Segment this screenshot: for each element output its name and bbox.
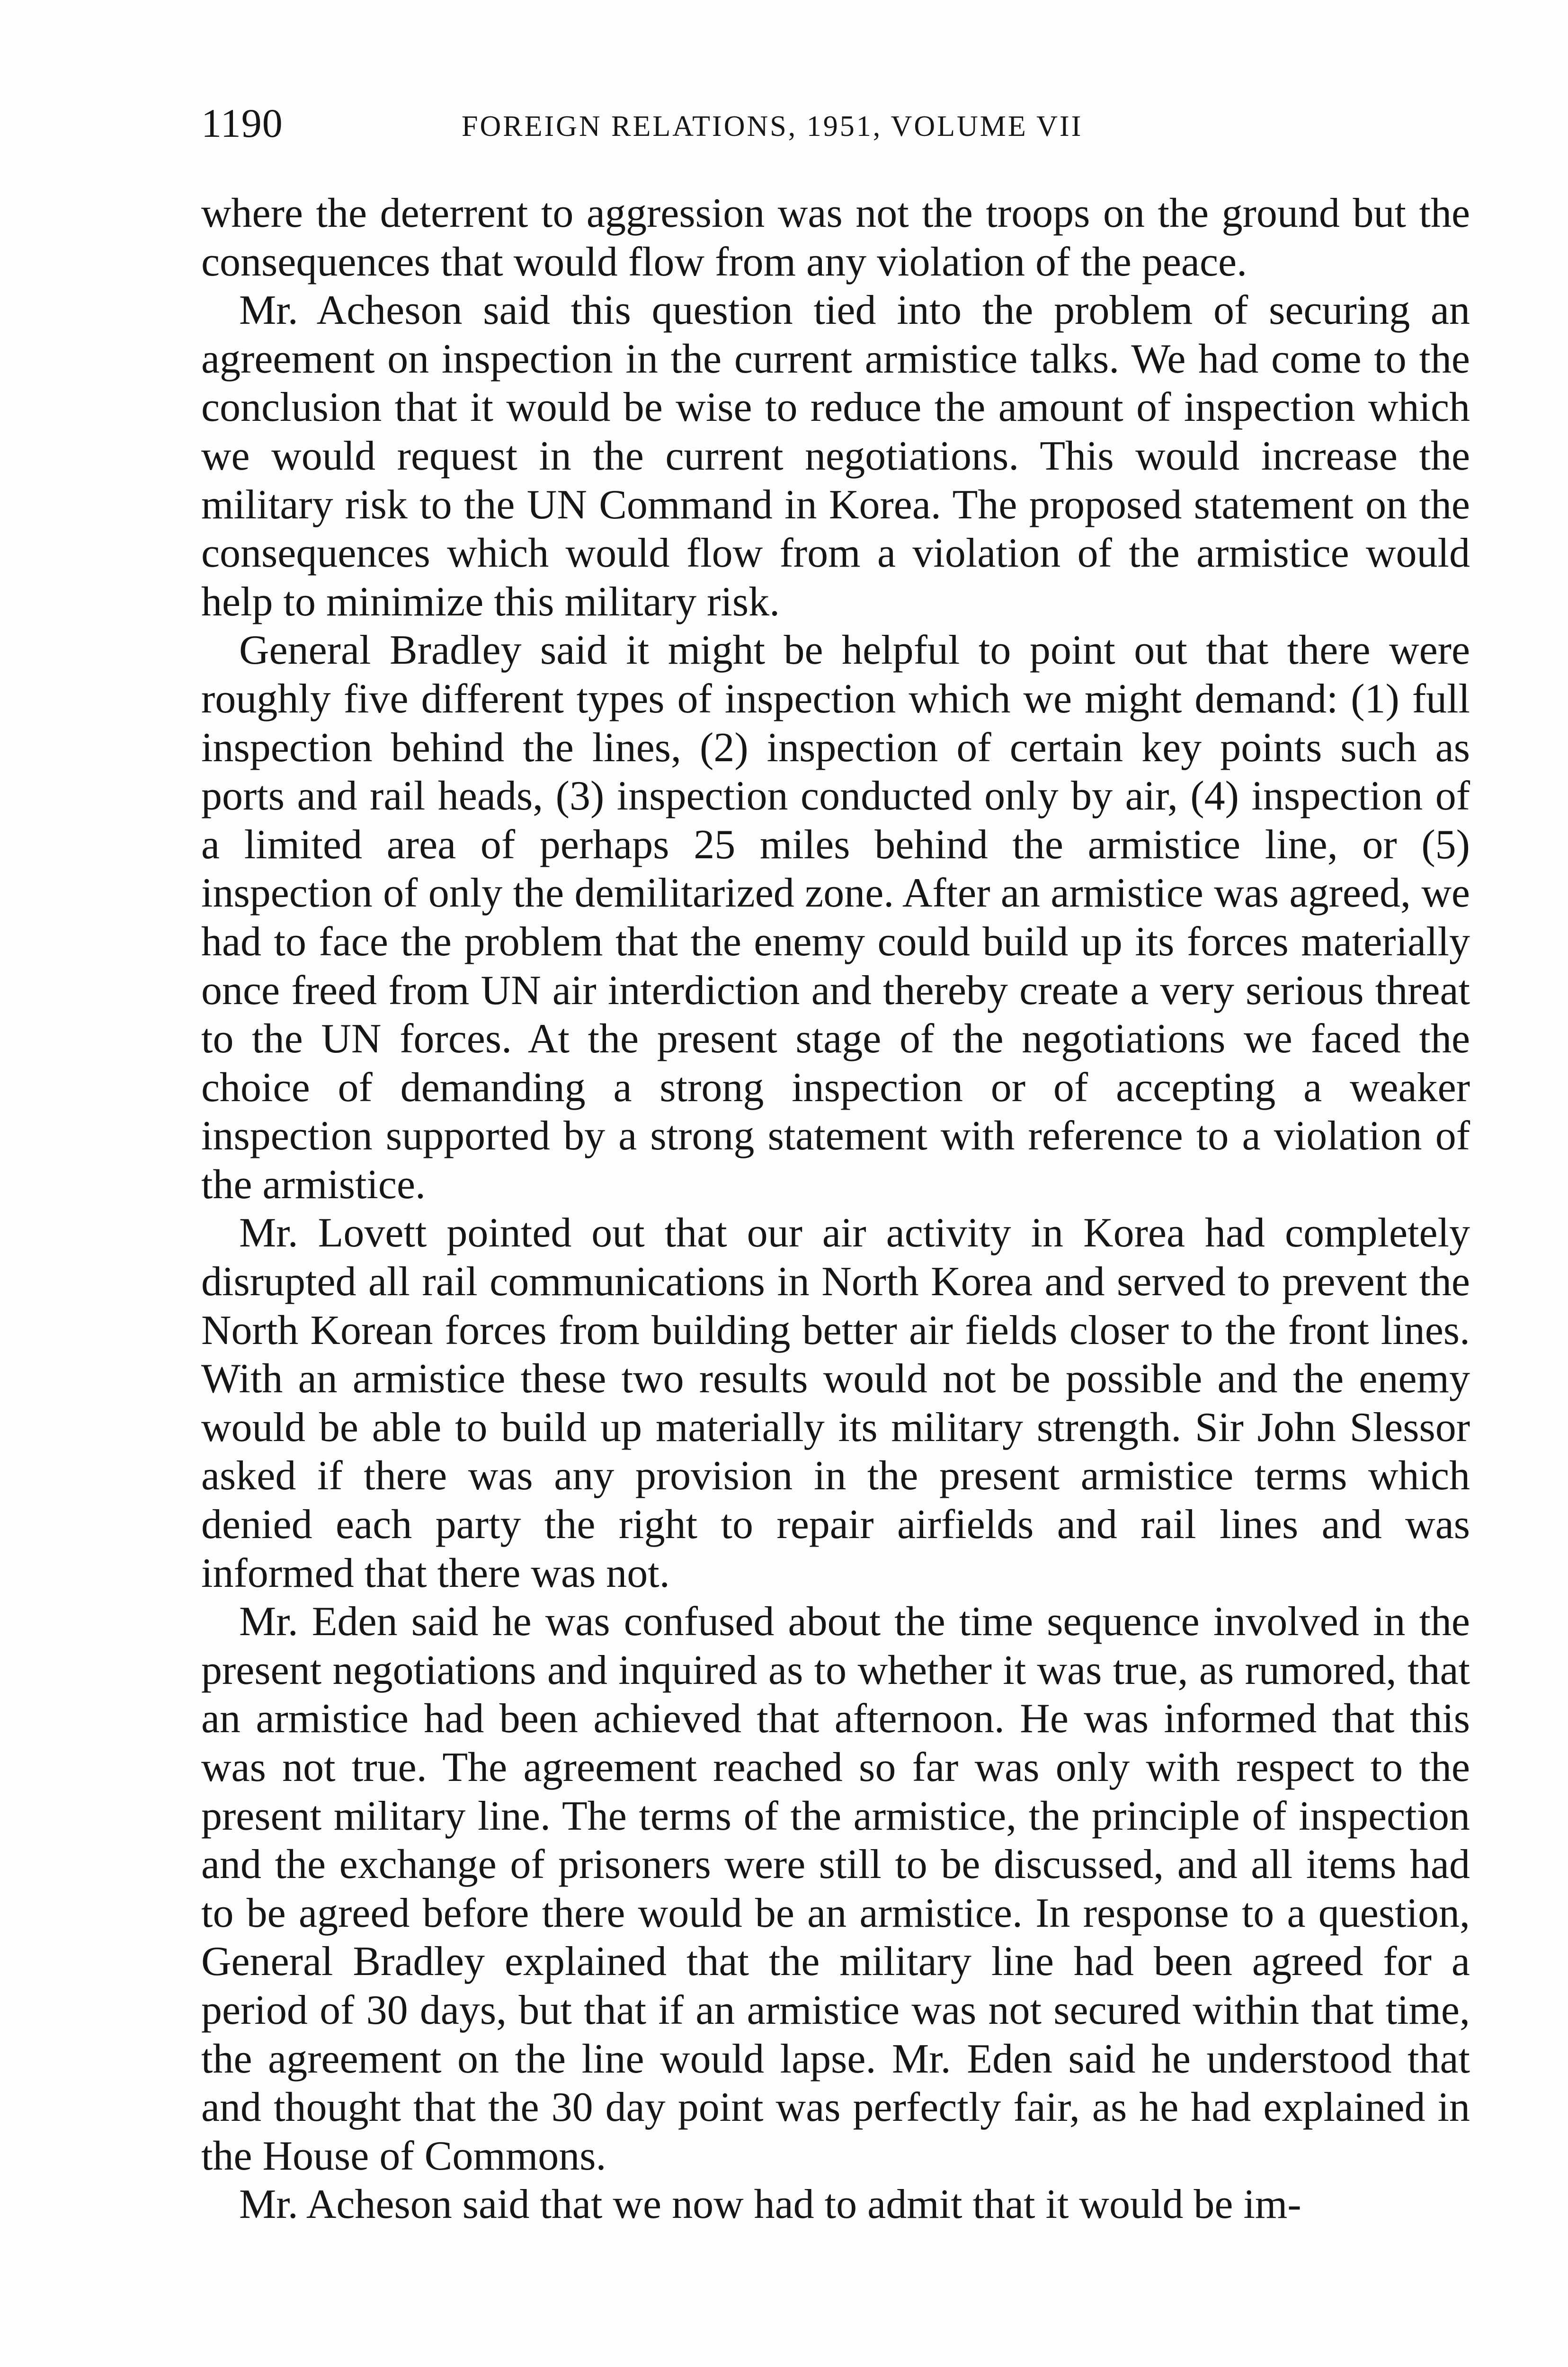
paragraph-acheson-admit: Mr. Acheson said that we now had to admit that it would be im-: [239, 2181, 1301, 2228]
running-head: FOREIGN RELATIONS, 1951, VOLUME VII: [462, 110, 1083, 142]
paragraph-lovett-air-activity: Mr. Lovett pointed out that our air activity in Korea had completely disrupted all rail communications in North Korea and served to prevent the North Korean forces from building better air fields closer to the front lines. With an armistice these two results would not be possible and the enemy would be able to build up materially its military strength. Sir John Slessor asked if there was any provision in the present armistice terms which denied each party the right to repair airfields and rail lines and was informed that there was not.: [201, 1210, 1470, 1596]
paragraph-bradley-inspection-types: General Bradley said it might be helpful to point out that there were roughly five different types of inspection which we might demand: (1) full inspection behind the lines, (2) inspection of certain key points such as ports and rail heads, (3) inspection conducted only by air, (4) inspection of a limited area of perhaps 25 miles behind the armistice line, or (5) inspection of only the demilitarized zone. After an armistice was agreed, we had to face the problem that the enemy could build up its forces materially once freed from UN air interdiction and thereby create a very serious threat to the UN forces. At the present stage of the negotiations we faced the choice of demanding a strong inspection or of accepting a weaker inspection supported by a strong statement with reference to a violation of the armistice.: [201, 627, 1470, 1208]
paragraph-acheson-inspection: Mr. Acheson said this question tied into the problem of securing an agreement on inspection in the current armistice talks. We had come to the conclusion that it would be wise to reduce the amount of inspection which we would request in the current negotiations. This would increase the military risk to the UN Command in Korea. The proposed statement on the consequences which would flow from a violation of the armistice would help to minimize this military risk.: [201, 287, 1470, 625]
paragraph-eden-time-sequence: Mr. Eden said he was confused about the time sequence involved in the present negotiations and inquired as to whether it was true, as rumored, that an armistice had been achieved that afternoon. He was informed that this was not true. The agreement reached so far was only with respect to the present military line. The terms of the armistice, the principle of inspection and the exchange of prisoners were still to be discussed, and all items had to be agreed before there would be an armistice. In response to a question, General Bradley explained that the military line had been agreed for a period of 30 days, but that if an armistice was not secured within that time, the agreement on the line would lapse. Mr. Eden said he understood that and thought that the 30 day point was perfectly fair, as he had explained in the House of Commons.: [201, 1599, 1470, 2179]
paragraph-continuation: where the deterrent to aggression was not the troops on the ground but the consequences that would flow from any violation of the peace.: [201, 190, 1470, 285]
page-number: 1190: [201, 100, 283, 146]
page-header: [201, 97, 1470, 149]
body-text: [201, 189, 1470, 2229]
